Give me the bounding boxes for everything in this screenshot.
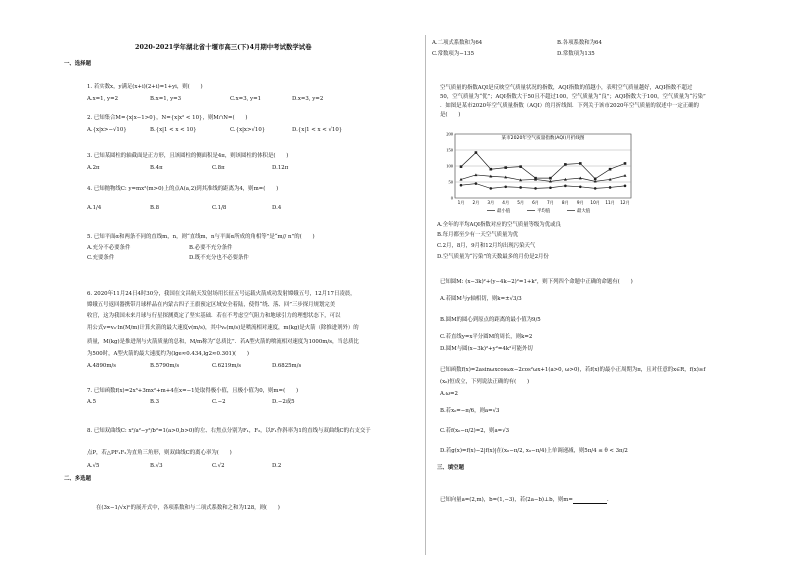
q7-option-c: C.−2: [212, 399, 226, 405]
column-divider: [425, 35, 426, 555]
y-tick-label: 0: [450, 195, 453, 201]
section-heading-single-choice: 一、选择题: [64, 61, 91, 67]
q4-option-b: B.8: [150, 205, 160, 211]
q3-option-c: C.8π: [212, 165, 225, 171]
point-min: [504, 186, 507, 189]
legend-label: 最小值: [497, 209, 511, 214]
x-tick-label: 12月: [620, 200, 630, 205]
q6-option-c: C.6219m/s: [212, 363, 242, 369]
x-tick-label: 4月: [502, 200, 510, 205]
q11-option-b: B.圆M的圆心到原点的距离的最小值为9/5: [440, 317, 541, 323]
point-min: [460, 184, 463, 187]
x-tick-label: 11月: [605, 200, 615, 205]
x-tick-label: 10月: [590, 200, 600, 205]
q5-option-b: B.必要不充分条件: [189, 245, 233, 251]
q6-option-a: A.4890m/s: [87, 363, 117, 369]
q7-option-a: A.5: [87, 399, 97, 405]
question-13: [440, 497, 612, 504]
q3-option-a: A.2π: [87, 165, 100, 171]
point-min: [609, 186, 612, 189]
q2-option-b: B.{x|1 < x < 10}: [150, 127, 197, 133]
q3-option-b: B.4π: [150, 165, 163, 171]
x-tick-label: 5月: [517, 200, 525, 205]
legend-label: 最大值: [577, 209, 591, 214]
q10-option-d: D.空气质量为“污染”的天数最多的月份是2月份: [437, 254, 549, 260]
question-6-line-5: 质量，M(kg)是推进剂与火箭质量的总和，M/m称为“总质比”．若A型火箭的喷流相对速度为1000m/s，当总质比: [87, 339, 359, 345]
point-max: [460, 165, 463, 168]
question-10-line-1: 空气质量的指数AQI是反映空气质量状况的指数，AQI指数的值越小，表明空气质量越好，AQI指数不超过: [440, 85, 693, 91]
q10-option-b: B.每月都至少有一天空气质量为优: [437, 232, 519, 238]
point-max: [534, 177, 537, 180]
q12-option-b: B.若x₀=−π/6，则a=√3: [440, 408, 500, 414]
point-max: [624, 162, 627, 165]
y-tick-label: 150: [446, 147, 453, 153]
q1-option-c: C.x=3, y=1: [230, 96, 262, 102]
section-heading-fill-blank: 三、填空题: [437, 465, 464, 471]
question-4: 4. 已知抛物线C: y=mx²(m>0)上的点A(a,2)到其准线的距离为4，则m=( ): [87, 186, 279, 192]
q11-option-a: A.若圆M与y轴相切，则k=±√3/3: [440, 296, 522, 302]
q10-option-a: A.全年的平均AQI指数对应的空气质量等级为优或良: [437, 222, 561, 228]
x-tick-label: 2月: [472, 200, 480, 205]
question-10-line-3: ．如图是某市2020年空气质量指数（AQI）的月折线图．下列关于该市2020年空气质量的叙述中一定正确的: [440, 103, 699, 109]
point-max: [564, 163, 567, 166]
q9-option-c: C.常数项为−135: [432, 51, 475, 57]
point-max: [549, 177, 552, 180]
y-tick-label: 200: [446, 131, 453, 137]
x-tick-label: 1月: [457, 200, 465, 205]
q12-option-c: C.若f(x₀−π/2)=2，则a=√3: [440, 428, 510, 434]
point-min: [624, 185, 627, 188]
point-max: [475, 151, 478, 154]
q7-option-d: D.−2或5: [272, 399, 295, 405]
x-tick-label: 3月: [487, 200, 495, 205]
point-min: [490, 187, 493, 190]
point-min: [594, 187, 597, 190]
question-12-line-1: 已知函数f(x)=2asinωxcosωx−2cos²ωx+1(a>0, ω>0)，若f(x)的最小正周期为π，且对任意的x∈R，f(x)≥f: [440, 367, 706, 373]
question-7: 7. 已知函数f(x)=2x³+3mx²+m+4在x=−1处取得极小值，且极小值为0，则m=( ): [87, 388, 299, 394]
legend-label: 平均值: [537, 209, 551, 214]
question-6-line-2: 嫦娥五号返回器携带月球样品在内蒙古四子王旗预定区域安全着陆，使得“绕、落、回”三步探月规划完美: [87, 302, 336, 308]
q4-option-d: D.4: [272, 205, 282, 211]
question-12-line-2: (x₀)恒成立，下列说法正确的有( ): [440, 379, 530, 385]
q8-option-c: C.√2: [212, 463, 225, 469]
question-8-line-1: 8. 已知双曲线C: x²/a²−y²/b²=1(a>0,b>0)的左、右焦点分别为F₁，F₂，以F₁作斜率为1的直线与双曲线C的右支交于: [87, 428, 371, 434]
page-title: 2020-2021学年湖北省十堰市高三(下)4月期中考试数学试卷: [135, 43, 312, 51]
q2-option-d: D.{x|1 < x < √10}: [292, 127, 343, 133]
point-min: [475, 182, 478, 185]
question-6-line-3: 收官，这为我国未来月球与行星探测奠定了坚实基础．若在不考虑空气阻力和地球引力的理想状态下，可以: [87, 313, 341, 319]
q8-option-b: B.√3: [150, 463, 163, 469]
question-6-line-1: 6. 2020年11月24日4时30分，我国在文昌航天发射场用长征五号运载火箭成功发射嫦娥五号，12月17日凌晨，: [87, 291, 356, 297]
section-heading-multi-choice: 二、多选题: [64, 476, 91, 482]
point-max: [609, 168, 612, 171]
q1-option-b: B.x=1, y=3: [150, 96, 182, 102]
question-1: 1. 若实数x，y满足(x+i)(2+i)=1+yi，则( ): [87, 84, 203, 90]
q1-option-d: D.x=3, y=2: [292, 96, 324, 102]
x-tick-label: 7月: [547, 200, 554, 205]
point-avg: [624, 174, 627, 177]
answer-blank: [573, 498, 607, 504]
aqi-line-chart: [437, 128, 637, 218]
x-tick-label: 6月: [532, 200, 539, 205]
q6-option-b: B.5790m/s: [150, 363, 180, 369]
q9-option-d: D.常数项为135: [557, 51, 595, 57]
q11-option-d: D.圆M与圆(x−3k)²+y²=4k²可能外切: [440, 346, 533, 352]
question-2: 2. 已知集合M={x|x−1>0}，N={x|x² < 10}，则M∩N=( ): [87, 115, 248, 121]
q5-option-d: D.既不充分也不必要条件: [189, 255, 249, 261]
q5-option-c: C.充要条件: [87, 255, 115, 261]
q12-option-d: D.若g(x)=f(x)−2|f(x)|在(x₀−π/2, x₀−π/4)上单调递减，则5π/4 ≤ θ < 3π/2: [440, 448, 628, 454]
q5-option-a: A.充分不必要条件: [87, 245, 131, 251]
question-11: 已知圆M: (x−3k)²+(y−4k−2)²=1+k²，则下列四个命题中正确的命题有( ): [440, 279, 633, 285]
point-min: [534, 187, 537, 190]
point-min: [519, 186, 522, 189]
q8-option-d: D.2: [272, 463, 282, 469]
question-10-line-4: 是( ): [440, 112, 461, 118]
q1-option-a: A.x=1, y=2: [87, 96, 119, 102]
q4-option-a: A.1/4: [87, 205, 102, 211]
question-9: 在(3x−1/√x)ⁿ的展开式中，各项系数和与二项式系数和之和为128，则( ): [96, 505, 280, 511]
chart-title: 某市2020年空气质量指数(AQI)月折线图: [501, 136, 585, 141]
point-max: [504, 166, 507, 169]
q8-option-a: A.√5: [87, 463, 100, 469]
question-8-line-2: 点P，若△PF₁F₂为直角三角形，则双曲线C的离心率为( ): [87, 450, 232, 456]
question-13-text: 已知向量a=(2,m)，b=(1,−3)，若(2a−b)⊥b，则m=: [440, 497, 573, 503]
y-tick-label: 100: [446, 163, 453, 169]
point-max: [490, 168, 493, 171]
series-line-0: [461, 184, 625, 189]
q7-option-b: B.3: [150, 399, 160, 405]
q9-option-a: A.二项式系数和为64: [432, 40, 483, 46]
q4-option-c: C.1/8: [212, 205, 227, 211]
point-min: [564, 185, 567, 188]
q12-option-a: A.ω=2: [440, 391, 458, 397]
q2-option-a: A.{x|x>−√10}: [87, 127, 127, 133]
q3-option-d: D.12π: [272, 165, 289, 171]
question-5: 5. 已知平面α和两条不同的直线m，n，则“直线m，n与平面α所成的角相等”是“m// n”的( ): [87, 234, 315, 240]
x-tick-label: 8月: [561, 200, 569, 205]
point-max: [579, 162, 582, 165]
question-13-end: ．: [606, 497, 613, 503]
q10-option-c: C.2月，8月，9月和12月均出现污染天气: [437, 243, 536, 249]
question-10-line-2: 50，空气质量为“优”；AQI指数大于50且不超过100，空气质量为“良”；AQI指数大于100，空气质量为“污染”: [440, 94, 706, 100]
point-min: [549, 186, 552, 189]
question-3: 3. 已知某圆柱的轴截面是正方形，且该圆柱的侧面积是4π，则该圆柱的体积是( ): [87, 153, 289, 159]
series-line-2: [461, 153, 625, 179]
q9-option-b: B.各项系数和为64: [557, 40, 602, 46]
q6-option-d: D.6825m/s: [272, 363, 302, 369]
point-max: [594, 178, 597, 181]
q2-option-c: C.{x|x>√10}: [230, 127, 266, 133]
point-min: [579, 186, 582, 189]
x-tick-label: 9月: [576, 200, 584, 205]
question-6-line-4: 用公式v=v₀·ln(M/m)计算火箭的最大速度v(m/s)，其中v₀(m/s)是喷流相对速度，m(kg)是火箭（除推进剂外）的: [87, 325, 359, 331]
q11-option-c: C.若直线y=x平分圆M的周长，则k=2: [440, 334, 533, 340]
point-max: [519, 165, 522, 168]
question-6-line-6: 为500时，A型火箭的最大速度约为(lge≈0.434,lg2≈0.301)( ): [87, 351, 250, 357]
y-tick-label: 50: [448, 179, 453, 185]
